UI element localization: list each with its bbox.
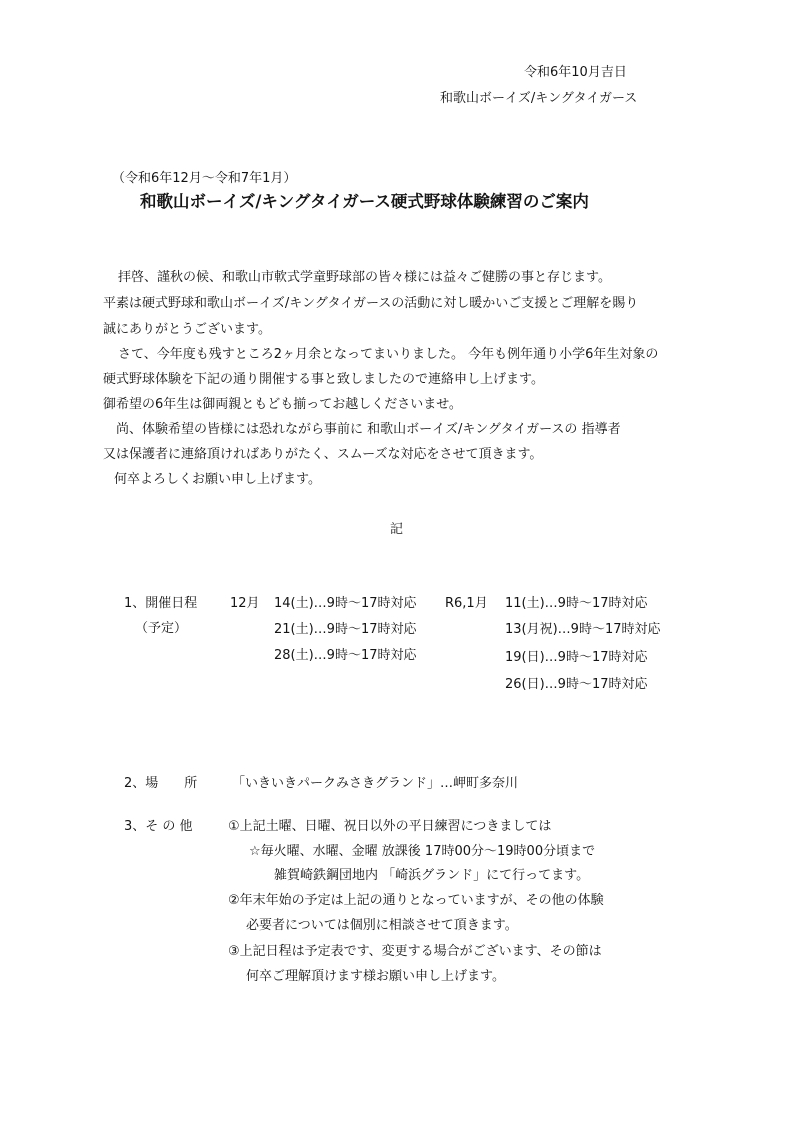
- schedule-month-dec: 12月: [230, 596, 260, 611]
- intro-line: 拝啓、謹秋の候、和歌山市軟式学童野球部の皆々様には益々ご健勝の事と存じます。: [118, 270, 611, 285]
- schedule-month-jan: R6,1月: [445, 596, 488, 611]
- intro-line: 御希望の6年生は御両親ともども揃ってお越しくださいませ。: [103, 397, 462, 412]
- intro-line: 尚、体験希望の皆様には恐れながら事前に 和歌山ボーイズ/キングタイガースの 指導者: [116, 422, 621, 437]
- other-line: 雑賀崎鉄鋼団地内 「崎浜グランド」にて行ってます。: [274, 868, 590, 883]
- other-label: 3、そ の 他: [124, 819, 193, 834]
- schedule-date-dec: 14(土)…9時～17時対応: [274, 596, 417, 611]
- schedule-label: 1、開催日程: [124, 596, 198, 611]
- location-label: 2、場 所: [124, 776, 198, 791]
- intro-line: 誠にありがとうございます。: [103, 322, 271, 337]
- intro-line: 平素は硬式野球和歌山ボーイズ/キングタイガースの活動に対し暖かいご支援とご理解を賜り: [103, 296, 639, 311]
- location-value: 「いきいきパークみさきグランド」…岬町多奈川: [232, 776, 519, 791]
- schedule-date-jan: 11(土)…9時～17時対応: [505, 596, 648, 611]
- intro-line: 硬式野球体験を下記の通り開催する事と致しましたので連絡申し上げます。: [103, 372, 544, 387]
- schedule-date-jan: 26(日)…9時～17時対応: [505, 677, 648, 692]
- other-line: ③上記日程は予定表です、変更する場合がございます、その節は: [228, 944, 602, 959]
- intro-line: 何卒よろしくお願い申し上げます。: [114, 472, 321, 487]
- intro-line: さて、今年度も残すところ2ヶ月余となってまいりました。 今年も例年通り小学6年生対象の: [118, 347, 659, 362]
- schedule-date-dec: 21(土)…9時～17時対応: [274, 622, 417, 637]
- schedule-date-dec: 28(土)…9時～17時対応: [274, 648, 417, 663]
- schedule-date-jan: 13(月祝)…9時～17時対応: [505, 622, 661, 637]
- other-line: 何卒ご理解頂けます様お願い申し上げます。: [246, 969, 505, 984]
- issuer-name: 和歌山ボーイズ/キングタイガース: [440, 91, 638, 106]
- other-line: ②年末年始の予定は上記の通りとなっていますが、その他の体験: [228, 893, 604, 908]
- ki-heading: 記: [390, 522, 404, 537]
- other-line: 必要者については個別に相談させて頂きます。: [246, 918, 518, 933]
- schedule-date-jan: 19(日)…9時～17時対応: [505, 650, 648, 665]
- intro-line: 又は保護者に連絡頂ければありがたく、スムーズな対応をさせて頂きます。: [103, 447, 543, 462]
- other-line: ☆毎火曜、水曜、金曜 放課後 17時00分～19時00分頃まで: [249, 844, 596, 859]
- schedule-sublabel: （予定）: [135, 621, 188, 636]
- title-period: （令和6年12月～令和7年1月）: [112, 171, 297, 186]
- issue-date: 令和6年10月吉日: [524, 65, 627, 80]
- page-title: 和歌山ボーイズ/キングタイガース硬式野球体験練習のご案内: [140, 192, 589, 211]
- other-line: ①上記土曜、日曜、祝日以外の平日練習につきましては: [228, 819, 552, 834]
